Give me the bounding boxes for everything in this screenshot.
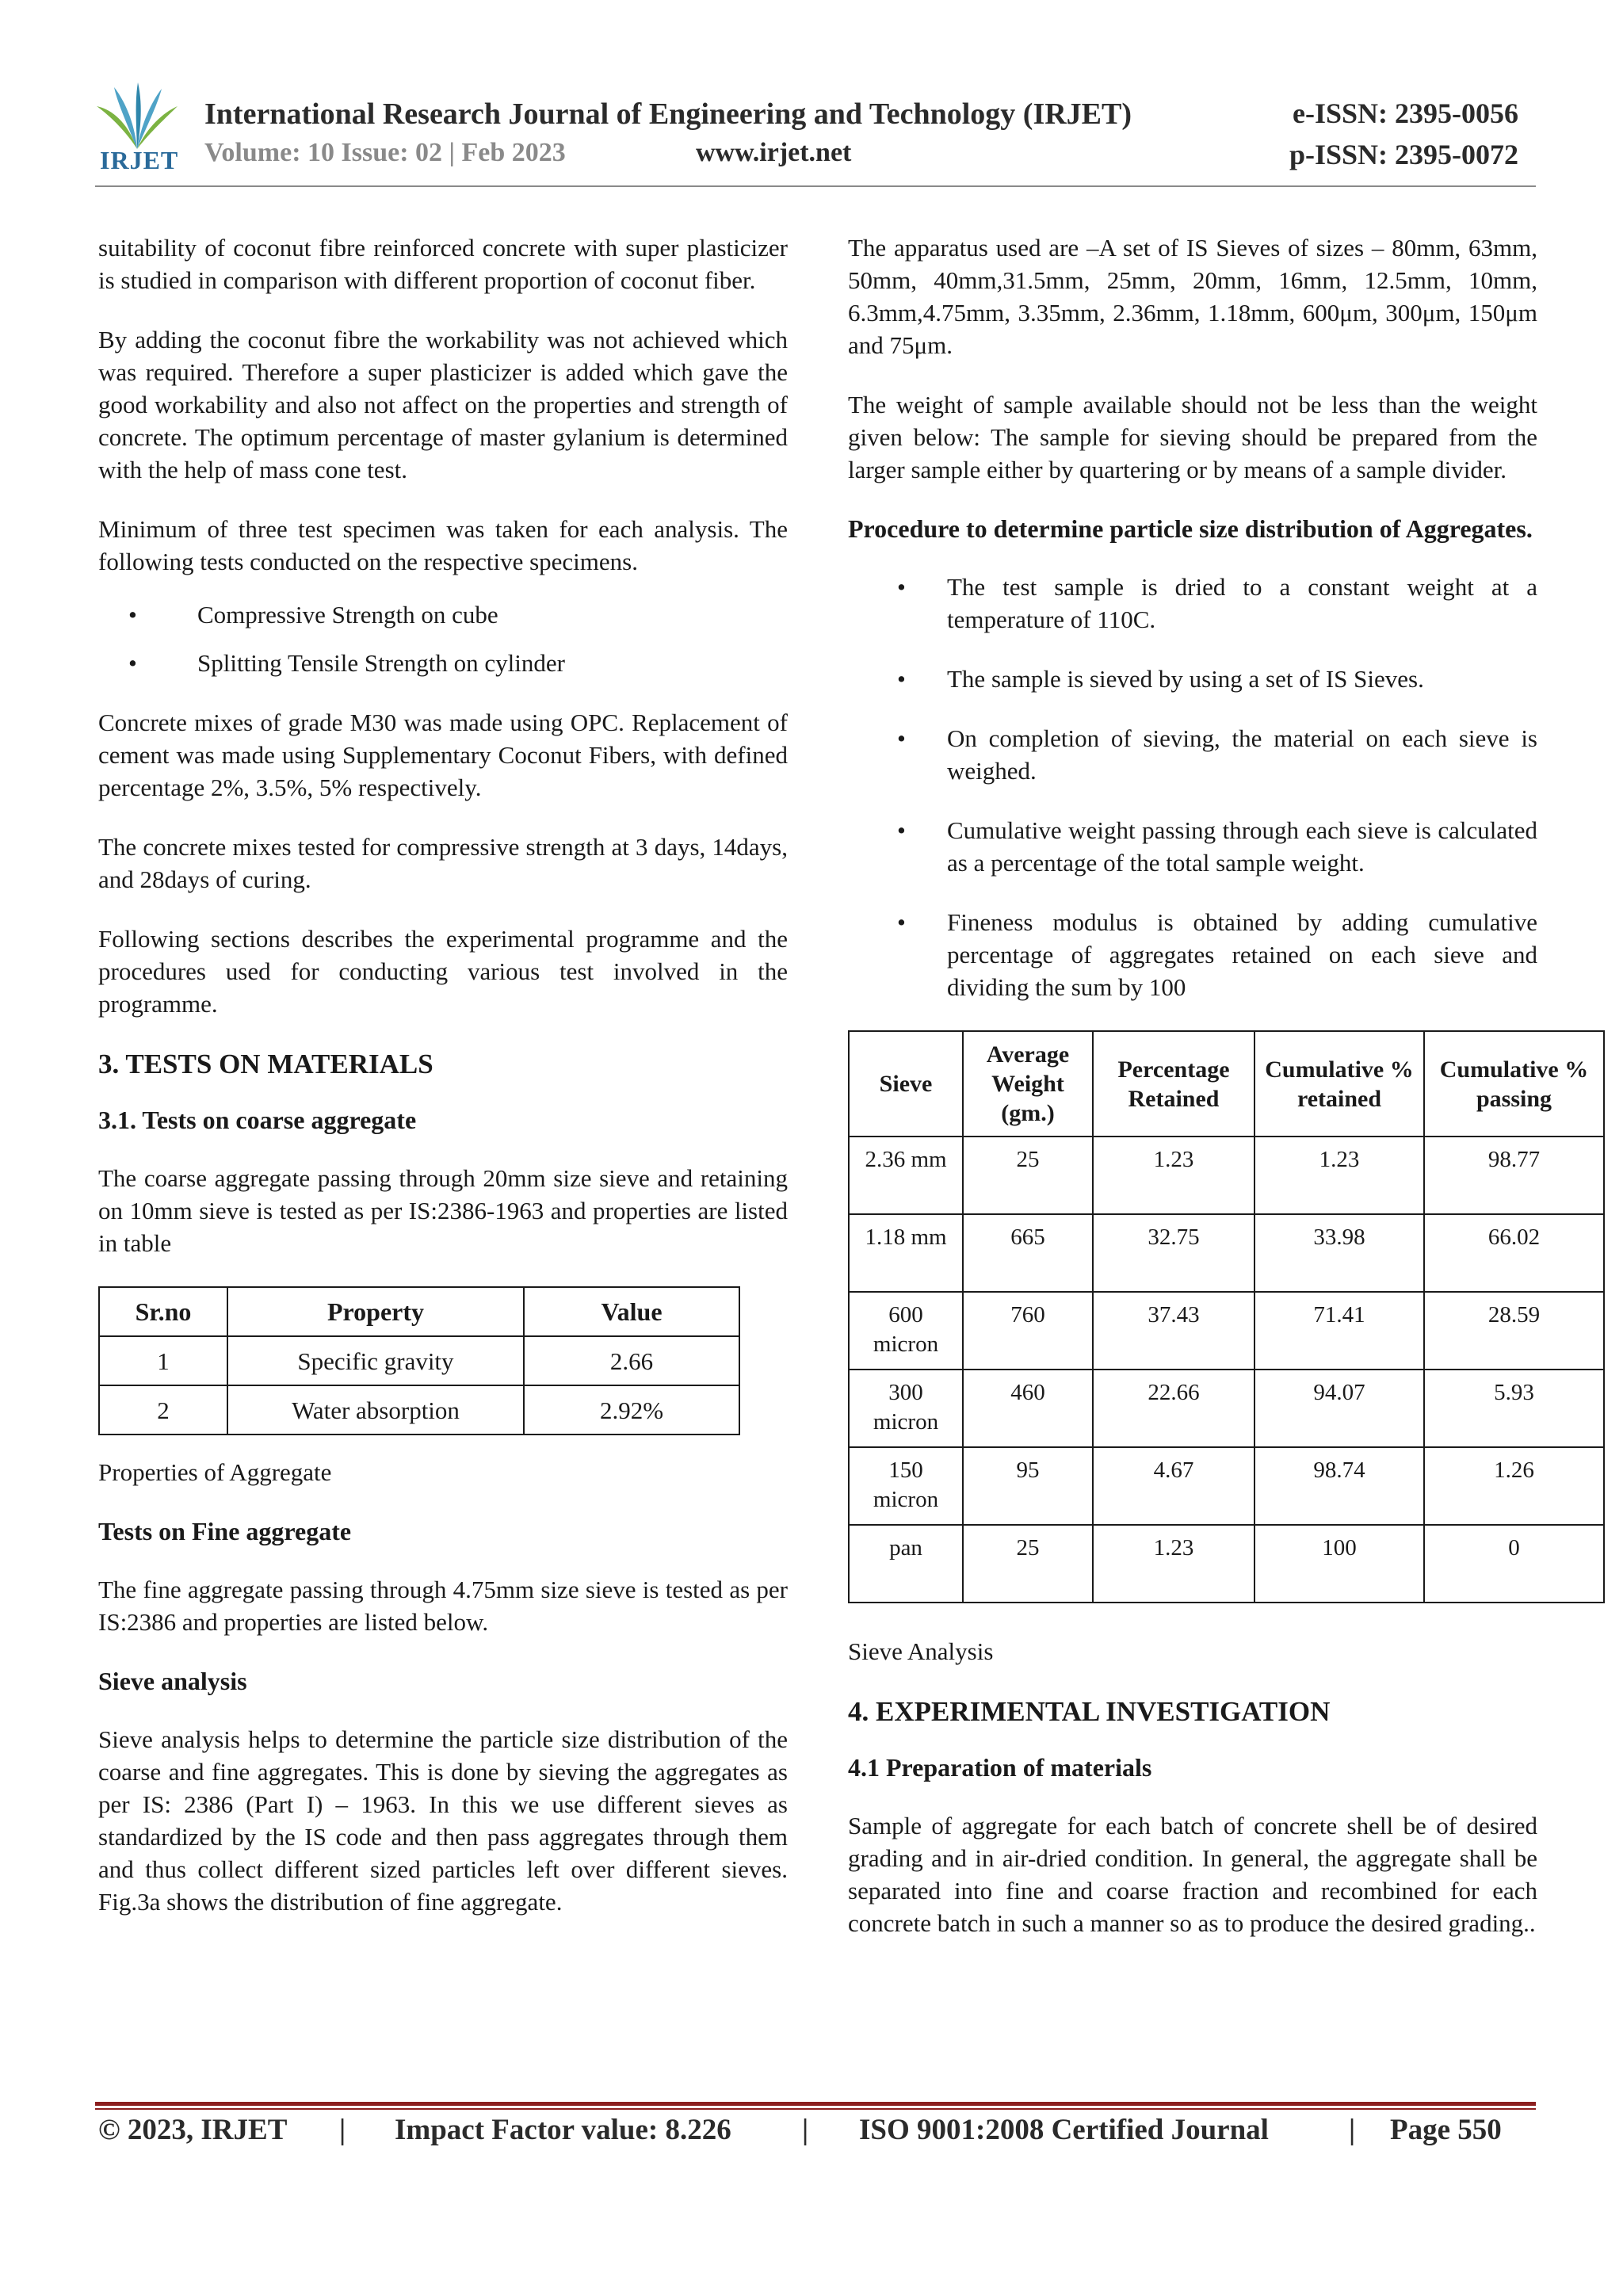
paragraph: Minimum of three test specimen was taken for each analysis. The following tests conducted on the respective specimens. [98, 515, 788, 575]
table-cell: 2.36 mm [849, 1137, 963, 1214]
table-row [849, 1214, 1604, 1292]
table-cell: 150 micron [849, 1447, 963, 1525]
irjet-logo [94, 82, 181, 178]
p-issn: p-ISSN: 2395-0072 [1289, 139, 1518, 170]
leaf-logo-icon [94, 82, 181, 151]
table-header: Value [524, 1287, 739, 1336]
table-cell: 1.23 [1093, 1137, 1254, 1214]
table-row [849, 1525, 1604, 1603]
paragraph: The coarse aggregate passing through 20mm size sieve and retaining on 10mm sieve is tested as per IS:2386-1963 and properties are listed in table [98, 1164, 788, 1257]
table-cell: 5.93 [1424, 1370, 1604, 1447]
table-caption: Sieve Analysis [848, 1637, 994, 1665]
table-cell: 460 [963, 1370, 1093, 1447]
footer-divider [95, 2102, 1536, 2106]
subsection-heading: Sieve analysis [98, 1667, 247, 1695]
left-column [98, 231, 788, 1945]
table-cell: 71.41 [1254, 1292, 1424, 1370]
paragraph: By adding the coconut fibre the workability was not achieved which was required. Therefore a super plasticizer is added which gave the good workability and also not affect on the properties and strength of concrete. The optimum percentage of master gylanium is determined with the help of mass cone test. [98, 326, 788, 483]
table-header: Cumulative % retained [1254, 1031, 1424, 1137]
table-header: Sr.no [99, 1287, 227, 1336]
volume-issue: Volume: 10 Issue: 02 | Feb 2023 [204, 138, 566, 167]
table-cell: 100 [1254, 1525, 1424, 1603]
aggregate-properties-table [98, 1286, 740, 1435]
footer-divider-thin [95, 2108, 1536, 2110]
subsection-heading: Procedure to determine particle size distribution of Aggregates. [848, 514, 1533, 543]
list-item: • Splitting Tensile Strength on cylinder [98, 647, 788, 679]
table-row [849, 1370, 1604, 1447]
table-cell: 1.23 [1093, 1525, 1254, 1603]
table-header: Sieve [849, 1031, 963, 1137]
table-cell: 98.77 [1424, 1137, 1604, 1214]
table-row [99, 1385, 739, 1435]
paragraph: suitability of coconut fibre reinforced concrete with super plasticizer is studied in comparison with different proportion of coconut fiber. [98, 234, 788, 294]
paragraph: Sieve analysis helps to determine the particle size distribution of the coarse and fine aggregates. This is done by sieving the aggregates as per IS: 2386 (Part I) – 1963. In this we use different sieves as standardized by the IS code and then pass aggregates through them and thus collect different sized particles left over different sieves. Fig.3a shows the distribution of fine aggregate. [98, 1725, 788, 1916]
page-number: Page 550 [1390, 2114, 1502, 2146]
journal-title: International Research Journal of Engineering and Technology (IRJET) [204, 97, 1132, 131]
table-cell: 1 [99, 1336, 227, 1385]
table-header: Cumulative % passing [1424, 1031, 1604, 1137]
section-heading: 4. EXPERIMENTAL INVESTIGATION [848, 1696, 1331, 1727]
subsection-heading: 4.1 Preparation of materials [848, 1753, 1152, 1782]
table-cell: 0 [1424, 1525, 1604, 1603]
table-cell: 1.26 [1424, 1447, 1604, 1525]
sieve-analysis-table [848, 1030, 1605, 1603]
table-cell: 2.66 [524, 1336, 739, 1385]
header-divider [95, 185, 1536, 187]
list-item: • Compressive Strength on cube [98, 598, 788, 631]
table-cell: 600 micron [849, 1292, 963, 1370]
subsection-heading: Tests on Fine aggregate [98, 1517, 352, 1545]
list-item: • Fineness modulus is obtained by adding cumulative percentage of aggregates retained on each sieve and dividing the sum by 100 [848, 906, 1537, 1003]
list-item: • On completion of sieving, the material on each sieve is weighed. [848, 722, 1537, 787]
table-cell: 28.59 [1424, 1292, 1604, 1370]
table-caption: Properties of Aggregate [98, 1458, 332, 1486]
table-cell: 665 [963, 1214, 1093, 1292]
footer-separator: | [1349, 2114, 1356, 2146]
table-cell: 32.75 [1093, 1214, 1254, 1292]
table-cell: 95 [963, 1447, 1093, 1525]
table-cell: 760 [963, 1292, 1093, 1370]
table-header-row [99, 1287, 739, 1336]
test-list [98, 598, 788, 679]
table-cell: 66.02 [1424, 1214, 1604, 1292]
table-cell: Specific gravity [227, 1336, 524, 1385]
paragraph: Sample of aggregate for each batch of concrete shell be of desired grading and in air-dried condition. In general, the aggregate shall be separated into fine and coarse fraction and recombined for each concrete batch in such a manner so as to produce the desired grading.. [848, 1812, 1537, 1937]
table-cell: 1.18 mm [849, 1214, 963, 1292]
table-cell: 94.07 [1254, 1370, 1424, 1447]
e-issn: e-ISSN: 2395-0056 [1293, 97, 1518, 129]
impact-factor: Impact Factor value: 8.226 [395, 2114, 731, 2146]
table-row [849, 1292, 1604, 1370]
paragraph: The fine aggregate passing through 4.75mm size sieve is tested as per IS:2386 and properties are listed below. [98, 1576, 788, 1636]
iso-certification: ISO 9001:2008 Certified Journal [859, 2114, 1269, 2146]
table-row [99, 1336, 739, 1385]
footer-separator: | [802, 2114, 809, 2146]
table-cell: 300 micron [849, 1370, 963, 1447]
footer-separator: | [339, 2114, 346, 2146]
paragraph: The concrete mixes tested for compressive strength at 3 days, 14days, and 28days of curing. [98, 833, 788, 893]
table-cell: 2 [99, 1385, 227, 1435]
table-cell: 4.67 [1093, 1447, 1254, 1525]
paragraph: Following sections describes the experimental programme and the procedures used for conducting various test involved in the programme. [98, 925, 788, 1018]
table-cell: Water absorption [227, 1385, 524, 1435]
table-row [849, 1137, 1604, 1214]
page-footer [98, 2113, 1533, 2154]
logo-text: IRJET [100, 146, 179, 174]
table-cell: 22.66 [1093, 1370, 1254, 1447]
table-row [849, 1447, 1604, 1525]
table-cell: 33.98 [1254, 1214, 1424, 1292]
table-cell: 2.92% [524, 1385, 739, 1435]
copyright: © 2023, IRJET [98, 2114, 288, 2146]
table-cell: 37.43 [1093, 1292, 1254, 1370]
page-header [94, 78, 1537, 189]
list-item: • The sample is sieved by using a set of IS Sieves. [848, 663, 1537, 695]
procedure-list [848, 571, 1537, 1003]
journal-website-link[interactable]: www.irjet.net [696, 138, 852, 167]
table-cell: 98.74 [1254, 1447, 1424, 1525]
paragraph: Concrete mixes of grade M30 was made using OPC. Replacement of cement was made using Supplementary Coconut Fibers, with defined percentage 2%, 3.5%, 5% respectively. [98, 709, 788, 801]
table-header: Percentage Retained [1093, 1031, 1254, 1137]
list-item: • Cumulative weight passing through each sieve is calculated as a percentage of the total sample weight. [848, 814, 1537, 879]
table-header: Average Weight (gm.) [963, 1031, 1093, 1137]
right-column [848, 231, 1589, 1966]
table-header-row [849, 1031, 1604, 1137]
table-header: Property [227, 1287, 524, 1336]
subsection-heading: 3.1. Tests on coarse aggregate [98, 1106, 417, 1134]
table-cell: 25 [963, 1525, 1093, 1603]
paragraph: The apparatus used are –A set of IS Sieves of sizes – 80mm, 63mm, 50mm, 40mm,31.5mm, 25mm, 20mm, 16mm, 12.5mm, 10mm, 6.3mm,4.75mm, 3.35mm, 2.36mm, 1.18mm, 600μm, 300μm, 150μm and 75μm. [848, 234, 1537, 359]
table-cell: pan [849, 1525, 963, 1603]
table-cell: 25 [963, 1137, 1093, 1214]
table-cell: 1.23 [1254, 1137, 1424, 1214]
paragraph: The weight of sample available should not be less than the weight given below: The sample for sieving should be prepared from the larger sample either by quartering or by means of a sample divider. [848, 391, 1537, 483]
section-heading: 3. TESTS ON MATERIALS [98, 1049, 433, 1079]
list-item: • The test sample is dried to a constant weight at a temperature of 110C. [848, 571, 1537, 636]
